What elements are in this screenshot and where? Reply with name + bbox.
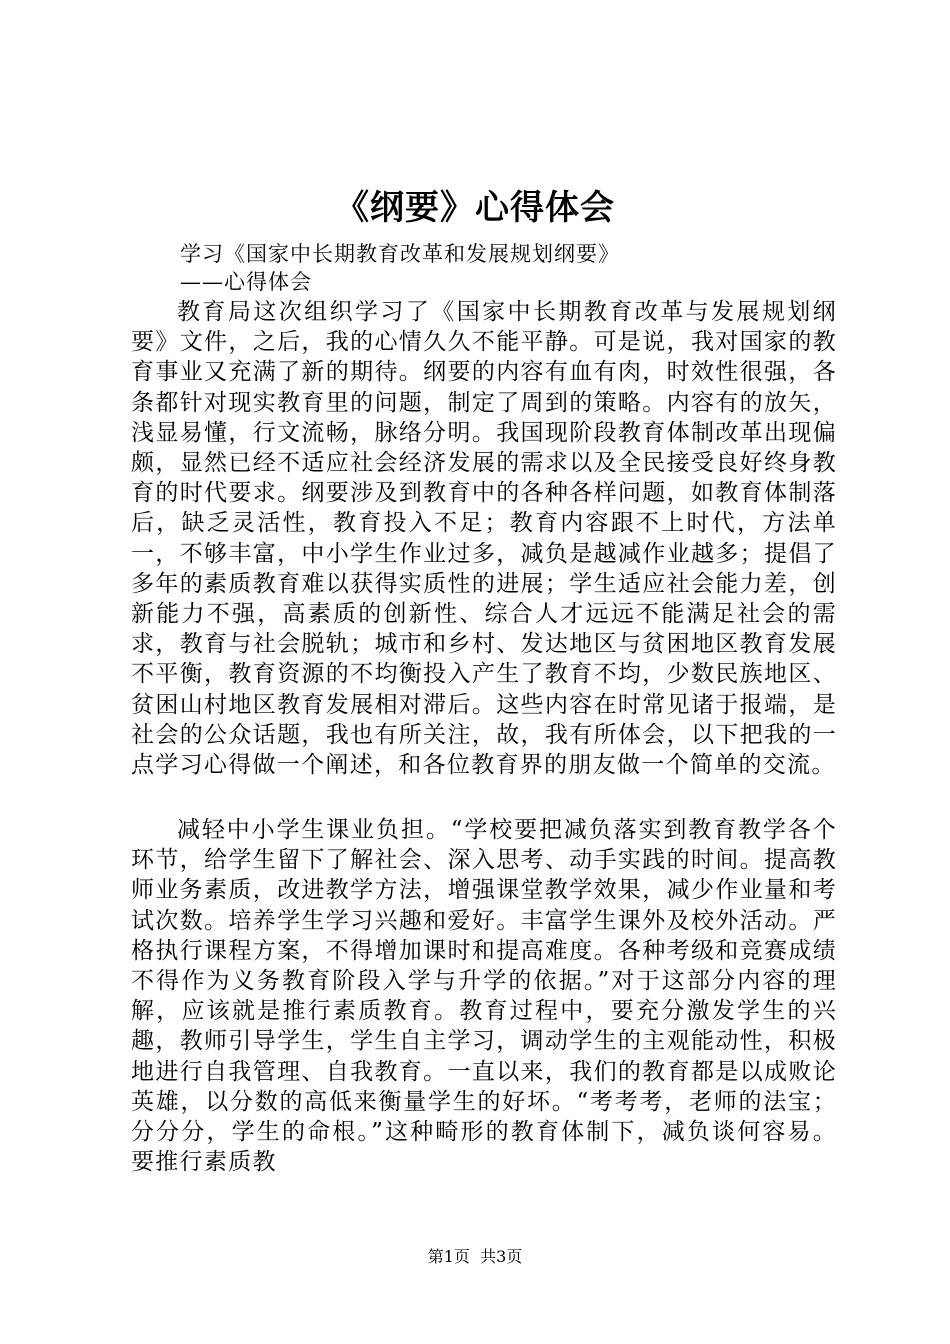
document-title: 《纲要》心得体会 — [335, 188, 615, 228]
document-subtitle-line2: ——心得体会 — [180, 270, 312, 294]
document-subtitle-line1: 学习《国家中长期教育改革和发展规划纲要》 — [180, 242, 620, 266]
body-paragraph-2: 减轻中小学生课业负担。“学校要把减负落实到教育教学各个环节，给学生留下了解社会、深入思考、动手实践的时间。提高教师业务素质，改进教学方法，增强课堂教学效果，减少作业量和考试次数。培养学生学习兴趣和爱好。丰富学生课外及校外活动。严格执行课程方案，不得增加课时和提高难度。各种考级和竞赛成绩不得作为义务教育阶段入学与升学的依据。”对于这部分内容的理解，应该就是推行素质教育。教育过程中，要充分激发学生的兴趣，教师引导学生，学生自主学习，调动学生的主观能动性，积极地进行自我管理、自我教育。一直以来，我们的教育都是以成败论英雄，以分数的高低来衡量学生的好坏。“考考考，老师的法宝；分分分，学生的命根。”这种畸形的教育体制下，减负谈何容易。要推行素质教 — [131, 817, 837, 1176]
body-paragraph-1: 教育局这次组织学习了《国家中长期教育改革与发展规划纲要》文件，之后，我的心情久久不能平静。可是说，我对国家的教育事业又充满了新的期待。纲要的内容有血有肉，时效性很强，各条都针对现实教育里的问题，制定了周到的策略。内容有的放矢，浅显易懂，行文流畅，脉络分明。我国现阶段教育体制改革出现偏颇，显然已经不适应社会经济发展的需求以及全民接受良好终身教育的时代要求。纲要涉及到教育中的各种各样问题，如教育体制落后，缺乏灵活性，教育投入不足；教育内容跟不上时代，方法单一，不够丰富，中小学生作业过多，减负是越减作业越多；提倡了多年的素质教育难以获得实质性的进展；学生适应社会能力差，创新能力不强，高素质的创新性、综合人才远远不能满足社会的需求，教育与社会脱轨；城市和乡村、发达地区与贫困地区教育发展不平衡，教育资源的不均衡投入产生了教育不均，少数民族地区、贫困山村地区教育发展相对滞后。这些内容在时常见诸于报端，是社会的公众话题，我也有所关注，故，我有所体会，以下把我的一点学习心得做一个阐述，和各位教育界的朋友做一个简单的交流。 — [131, 299, 837, 779]
page-number-footer: 第1页 共3页 — [427, 1247, 523, 1266]
